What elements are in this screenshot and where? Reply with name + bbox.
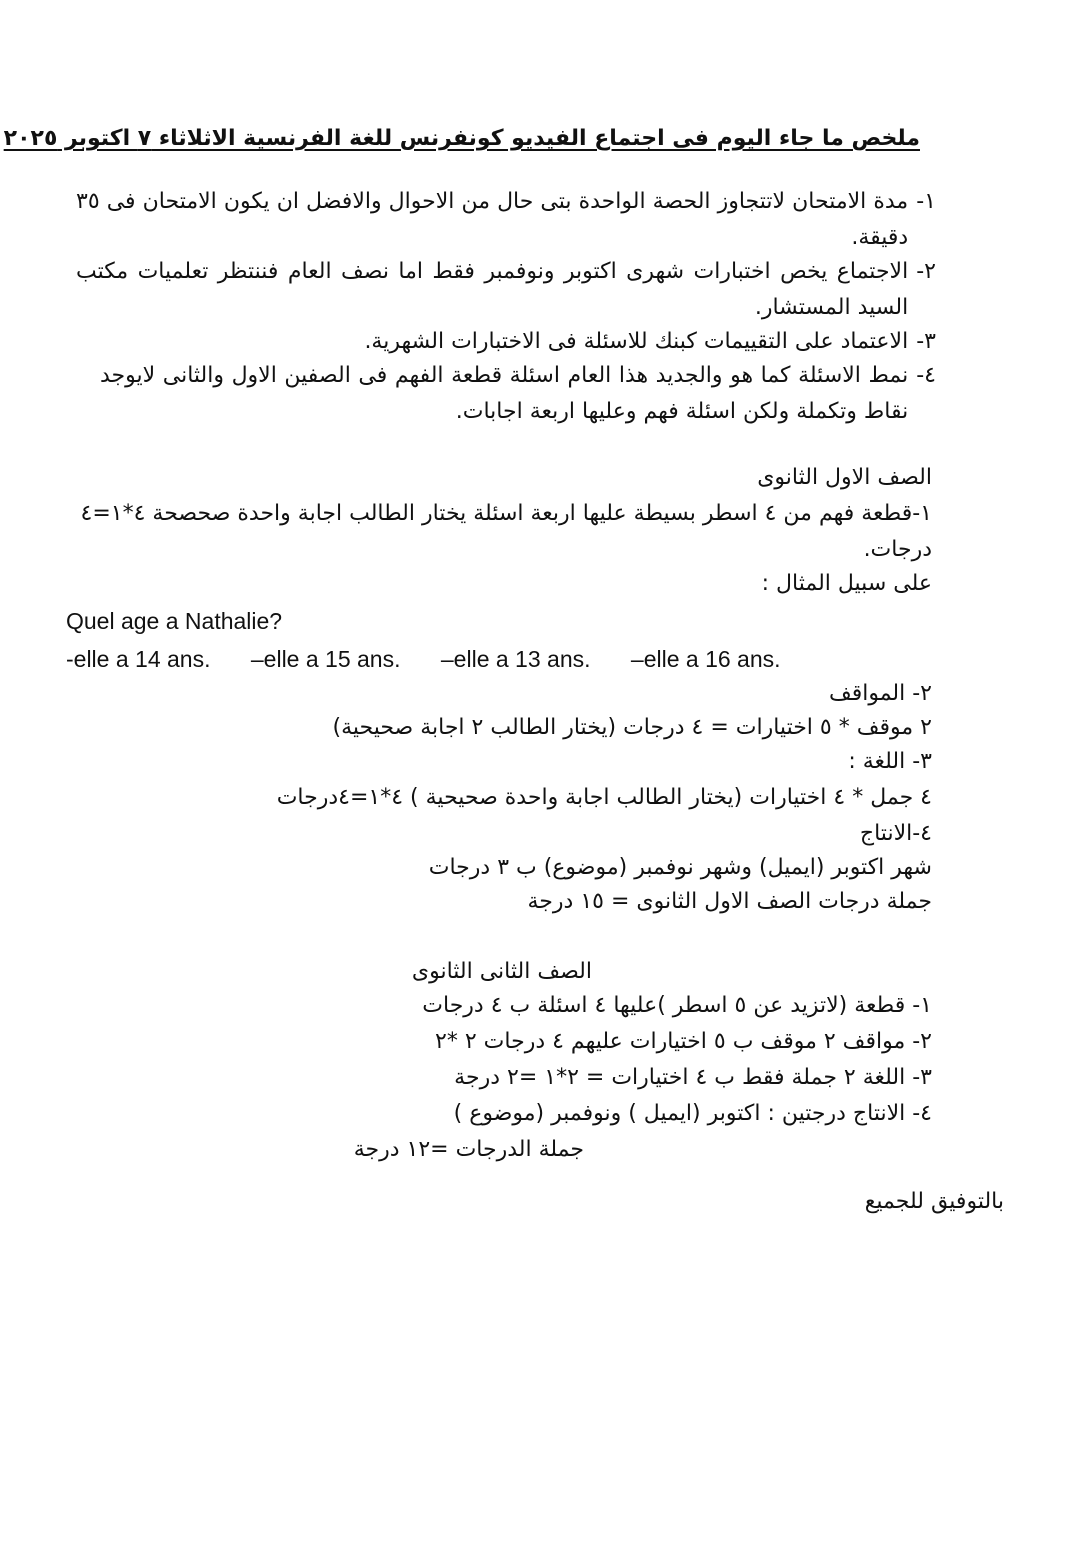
option-item: –elle a 15 ans. xyxy=(250,646,401,672)
list-item xyxy=(100,358,936,430)
second-grade-item: ١- قطعة (لاتزيد عن ٥ اسطر )عليها ٤ اسئلة ب ٤ درجات xyxy=(422,993,932,1018)
page-title: ملخص ما جاء اليوم فى اجتماع الفيديو كونفرنس للغة الفرنسية الاثلاثاء ٧ اكتوبر ٢٠٢٥ xyxy=(3,126,920,151)
list-item xyxy=(76,254,936,326)
second-grade-item: ٣- اللغة ٢ جملة فقط ب ٤ اختيارات = ٢*١ =٢ درجة xyxy=(454,1065,932,1090)
french-options xyxy=(66,642,815,676)
first-grade-total: جملة درجات الصف الاول الثانوى = ١٥ درجة xyxy=(527,889,932,914)
second-grade-item: ٢- مواقف ٢ موقف ب ٥ اختيارات عليهم ٤ درجات ٢ *٢ xyxy=(435,1029,932,1054)
comprehension-line: ١-قطعة فهم من ٤ اسطر بسيطة عليها اربعة اسئلة يختار الطالب اجابة واحدة صحصحة ٤*١=٤ xyxy=(80,501,932,526)
item-number: ٣- xyxy=(916,329,936,354)
option-item: -elle a 14 ans. xyxy=(66,646,211,672)
item-number: ١- xyxy=(916,189,936,214)
option-item: –elle a 16 ans. xyxy=(630,646,781,672)
list-item xyxy=(76,184,936,256)
closing-note: بالتوفيق للجميع xyxy=(864,1189,1004,1214)
second-grade-item: ٤- الانتاج درجتين : اكتوبر (ايميل ) ونوفمبر (موضوع ) xyxy=(453,1101,932,1126)
situations-heading: ٢- المواقف xyxy=(828,681,932,706)
item-text: نمط الاسئلة كما هو والجديد هذا العام اسئلة قطعة الفهم فى الصفين الاول والثانى لايوجد نقاط وتكملة ولكن اسئلة فهم وعليها اربعة اجابات. xyxy=(100,363,909,424)
item-text: الاعتماد على التقييمات كبنك للاسئلة فى الاختبارات الشهرية. xyxy=(364,329,909,354)
french-question: Quel age a Nathalie? xyxy=(66,608,283,634)
item-number: ٢- xyxy=(916,259,936,284)
item-text: الاجتماع يخص اختبارات شهرى اكتوبر ونوفمبر فقط اما نصف العام فننتظر تعلميات مكتب السيد المستشار. xyxy=(76,259,909,320)
item-text: مدة الامتحان لاتتجاوز الحصة الواحدة بتى حال من الاحوال والافضل ان يكون الامتحان فى ٣٥ دقيقة. xyxy=(76,189,909,250)
first-grade-heading: الصف الاول الثانوى xyxy=(757,465,932,490)
language-detail: ٤ جمل * ٤ اختيارات (يختار الطالب اجابة واحدة صحيحية ) ٤*١=٤درجات xyxy=(276,785,932,810)
list-item xyxy=(76,324,936,360)
second-grade-total: جملة الدرجات =١٢ درجة xyxy=(353,1137,584,1162)
language-heading: ٣- اللغة : xyxy=(848,749,932,774)
item-number: ٤- xyxy=(916,363,936,388)
situations-detail: ٢ موقف * ٥ اختيارات = ٤ درجات (يختار الطالب ٢ اجابة صحيحية) xyxy=(332,715,932,740)
second-grade-heading: الصف الثانى الثانوى xyxy=(411,959,592,984)
production-detail: شهر اكتوبر (ايميل) وشهر نوفمبر (موضوع) ب ٣ درجات xyxy=(428,855,932,880)
comprehension-line-cont: درجات. xyxy=(863,537,932,562)
production-heading: ٤-الانتاج xyxy=(859,821,932,846)
option-item: –elle a 13 ans. xyxy=(440,646,591,672)
example-label: على سبيل المثال : xyxy=(761,571,932,596)
